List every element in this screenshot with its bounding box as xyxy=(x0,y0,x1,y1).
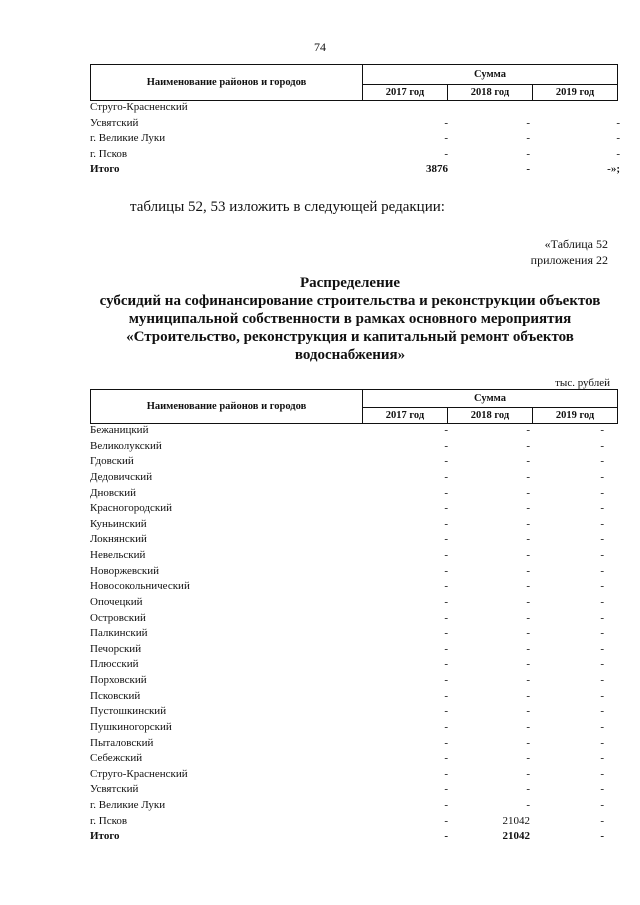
cell-2019: - xyxy=(600,439,604,452)
cell-2017: - xyxy=(444,470,448,483)
cell-2019: - xyxy=(600,830,604,843)
header-name-col: Наименование районов и городов xyxy=(91,65,363,101)
cell-2019: - xyxy=(600,658,604,671)
table-ref-line2: приложения 22 xyxy=(530,253,608,267)
cell-2019: - xyxy=(600,486,604,499)
cell-2017: - xyxy=(444,736,448,749)
cell-2018: - xyxy=(526,595,530,608)
table-row xyxy=(90,610,620,626)
row-name: Усвятский xyxy=(90,783,139,796)
cell-2019: - xyxy=(600,595,604,608)
cell-2019: - xyxy=(600,564,604,577)
cell-2019: - xyxy=(616,147,620,160)
table-row xyxy=(90,813,620,829)
table-row xyxy=(90,797,620,813)
cell-2018: - xyxy=(526,752,530,765)
cell-2018: - xyxy=(526,439,530,452)
cell-2017: - xyxy=(444,658,448,671)
row-name: Порховский xyxy=(90,674,147,687)
cell-2018: - xyxy=(526,147,530,160)
row-name: Новоржевский xyxy=(90,564,160,577)
cell-2018: - xyxy=(526,799,530,812)
cell-2018: - xyxy=(526,627,530,640)
table-row xyxy=(90,547,620,563)
row-name: Струго-Красненский xyxy=(90,767,188,780)
cell-2018: - xyxy=(526,533,530,546)
cell-2017: - xyxy=(444,486,448,499)
row-name: г. Псков xyxy=(90,814,128,827)
main-table-header xyxy=(90,389,618,424)
row-name: Палкинский xyxy=(90,627,148,640)
cell-2019: - xyxy=(600,736,604,749)
cell-2018: - xyxy=(526,517,530,530)
cell-2018: - xyxy=(526,580,530,593)
cell-2019: - xyxy=(616,116,620,129)
cell-2018: - xyxy=(526,502,530,515)
cell-2017: - xyxy=(444,595,448,608)
cell-2018: - xyxy=(526,611,530,624)
table-total-row xyxy=(90,828,620,844)
row-name: Пустошкинский xyxy=(90,705,167,718)
cell-2018: - xyxy=(526,470,530,483)
cell-2018: 21042 xyxy=(502,814,530,827)
header-name-col: Наименование районов и городов xyxy=(91,390,363,424)
cell-2018: - xyxy=(526,720,530,733)
cell-2018: - xyxy=(526,674,530,687)
row-name: Гдовский xyxy=(90,455,134,468)
cell-2017: - xyxy=(444,611,448,624)
table-row xyxy=(90,115,620,131)
cell-2017: - xyxy=(444,455,448,468)
table-row xyxy=(90,130,620,146)
row-name: Великолукский xyxy=(90,439,162,452)
row-name: Псковский xyxy=(90,689,141,702)
table-row xyxy=(90,672,620,688)
cell-2018: - xyxy=(526,424,530,436)
cell-2017: - xyxy=(444,783,448,796)
table-row xyxy=(90,99,620,115)
cell-2018: 21042 xyxy=(502,830,530,843)
header-2019: 2019 год xyxy=(533,408,618,424)
cell-2019: - xyxy=(600,767,604,780)
cell-2018: - xyxy=(526,163,530,176)
cell-2019: - xyxy=(600,611,604,624)
title-line1: Распределение xyxy=(299,275,401,291)
cell-2018: - xyxy=(526,549,530,562)
cell-2019: - xyxy=(600,517,604,530)
cell-2017: - xyxy=(444,116,448,129)
cell-2019: -»; xyxy=(607,163,620,176)
cell-2019: - xyxy=(600,642,604,655)
cell-2018: - xyxy=(526,132,530,145)
header-2018: 2018 год xyxy=(448,408,533,424)
title-line4: «Строительство, реконструкция и капитальный ремонт объектов xyxy=(126,329,574,345)
row-name: г. Великие Луки xyxy=(90,132,166,145)
cell-2019: - xyxy=(600,799,604,812)
table-row xyxy=(90,500,620,516)
cell-2017: 3876 xyxy=(426,163,448,176)
table-row xyxy=(90,750,620,766)
cell-2017: - xyxy=(444,799,448,812)
cell-2019: - xyxy=(600,705,604,718)
table-row xyxy=(90,485,620,501)
cell-2019: - xyxy=(600,580,604,593)
row-name: Локнянский xyxy=(90,533,147,546)
title-line5: водоснабжения» xyxy=(294,347,406,363)
table-row xyxy=(90,531,620,547)
row-name: Красногородский xyxy=(90,502,173,515)
table-row xyxy=(90,422,620,438)
header-2017: 2017 год xyxy=(363,408,448,424)
header-2019: 2019 год xyxy=(533,85,618,101)
cell-2019: - xyxy=(600,814,604,827)
table-row xyxy=(90,438,620,454)
cell-2018: - xyxy=(526,689,530,702)
cell-2019: - xyxy=(600,627,604,640)
body-text: таблицы 52, 53 изложить в следующей редакции: xyxy=(130,199,445,215)
table-row xyxy=(90,641,620,657)
cell-2017: - xyxy=(444,720,448,733)
cell-2017: - xyxy=(444,674,448,687)
table-total-row xyxy=(90,161,620,177)
cell-2019: - xyxy=(600,783,604,796)
cell-2019: - xyxy=(600,455,604,468)
header-2017: 2017 год xyxy=(363,85,448,101)
table-row xyxy=(90,469,620,485)
cell-2018: - xyxy=(526,767,530,780)
header-2018: 2018 год xyxy=(448,85,533,101)
cell-2017: - xyxy=(444,502,448,515)
table-row xyxy=(90,563,620,579)
row-name: Дновский xyxy=(90,486,137,499)
row-name: Островский xyxy=(90,611,146,624)
cell-2018: - xyxy=(526,705,530,718)
cell-2017: - xyxy=(444,424,448,436)
row-name: Пыталовский xyxy=(90,736,154,749)
header-sum: Сумма xyxy=(363,65,618,85)
table-row xyxy=(90,688,620,704)
header-sum: Сумма xyxy=(363,390,618,408)
table-row xyxy=(90,735,620,751)
cell-2018: - xyxy=(526,736,530,749)
cell-2017: - xyxy=(444,627,448,640)
table-row xyxy=(90,703,620,719)
row-name: Себежский xyxy=(90,752,143,765)
cell-2019: - xyxy=(600,689,604,702)
row-name: Пушкиногорский xyxy=(90,720,172,733)
cell-2019: - xyxy=(600,424,604,436)
page-number: 74 xyxy=(314,40,326,54)
cell-2018: - xyxy=(526,658,530,671)
cell-2019: - xyxy=(600,549,604,562)
cell-2019: - xyxy=(600,674,604,687)
cell-2017: - xyxy=(444,752,448,765)
row-name: г. Великие Луки xyxy=(90,799,166,812)
table-ref-line1: «Таблица 52 xyxy=(544,237,608,251)
row-name: г. Псков xyxy=(90,147,128,160)
table-row xyxy=(90,766,620,782)
cell-2017: - xyxy=(444,814,448,827)
title-line3: муниципальной собственности в рамках основного мероприятия xyxy=(128,311,572,327)
table-row xyxy=(90,146,620,162)
cell-2019: - xyxy=(600,720,604,733)
cell-2017: - xyxy=(444,439,448,452)
cell-2017: - xyxy=(444,564,448,577)
row-name: Итого xyxy=(90,163,120,176)
cell-2019: - xyxy=(600,752,604,765)
table-row xyxy=(90,516,620,532)
table-row xyxy=(90,656,620,672)
cell-2017: - xyxy=(444,830,448,843)
row-name: Дедовичский xyxy=(90,470,153,483)
row-name: Итого xyxy=(90,830,120,843)
row-name: Опочецкий xyxy=(90,595,143,608)
cell-2018: - xyxy=(526,455,530,468)
cell-2017: - xyxy=(444,767,448,780)
cell-2019: - xyxy=(600,470,604,483)
cell-2018: - xyxy=(526,783,530,796)
cell-2017: - xyxy=(444,132,448,145)
cell-2017: - xyxy=(444,642,448,655)
cell-2017: - xyxy=(444,517,448,530)
row-name: Плюсский xyxy=(90,658,139,671)
title-line2: субсидий на софинансирование строительства и реконструкции объектов xyxy=(99,293,601,309)
row-name: Невельский xyxy=(90,549,146,562)
prev-table-header xyxy=(90,64,618,101)
cell-2018: - xyxy=(526,116,530,129)
cell-2019: - xyxy=(600,502,604,515)
table-row xyxy=(90,781,620,797)
row-name: Усвятский xyxy=(90,116,139,129)
cell-2017: - xyxy=(444,147,448,160)
cell-2017: - xyxy=(444,705,448,718)
cell-2019: - xyxy=(600,533,604,546)
table-row xyxy=(90,453,620,469)
row-name: Бежаницкий xyxy=(90,424,149,436)
table-row xyxy=(90,594,620,610)
unit-note: тыс. рублей xyxy=(555,377,610,389)
row-name: Струго-Красненский xyxy=(90,101,188,113)
table-row xyxy=(90,625,620,641)
cell-2017: - xyxy=(444,549,448,562)
row-name: Печорский xyxy=(90,642,142,655)
table-ref xyxy=(420,236,608,268)
cell-2017: - xyxy=(444,580,448,593)
cell-2017: - xyxy=(444,689,448,702)
document-title xyxy=(80,274,620,364)
row-name: Новосокольнический xyxy=(90,580,190,593)
cell-2018: - xyxy=(526,642,530,655)
table-row xyxy=(90,719,620,735)
cell-2018: - xyxy=(526,564,530,577)
cell-2019: - xyxy=(616,132,620,145)
cell-2018: - xyxy=(526,486,530,499)
row-name: Куньинский xyxy=(90,517,147,530)
table-row xyxy=(90,578,620,594)
cell-2017: - xyxy=(444,533,448,546)
